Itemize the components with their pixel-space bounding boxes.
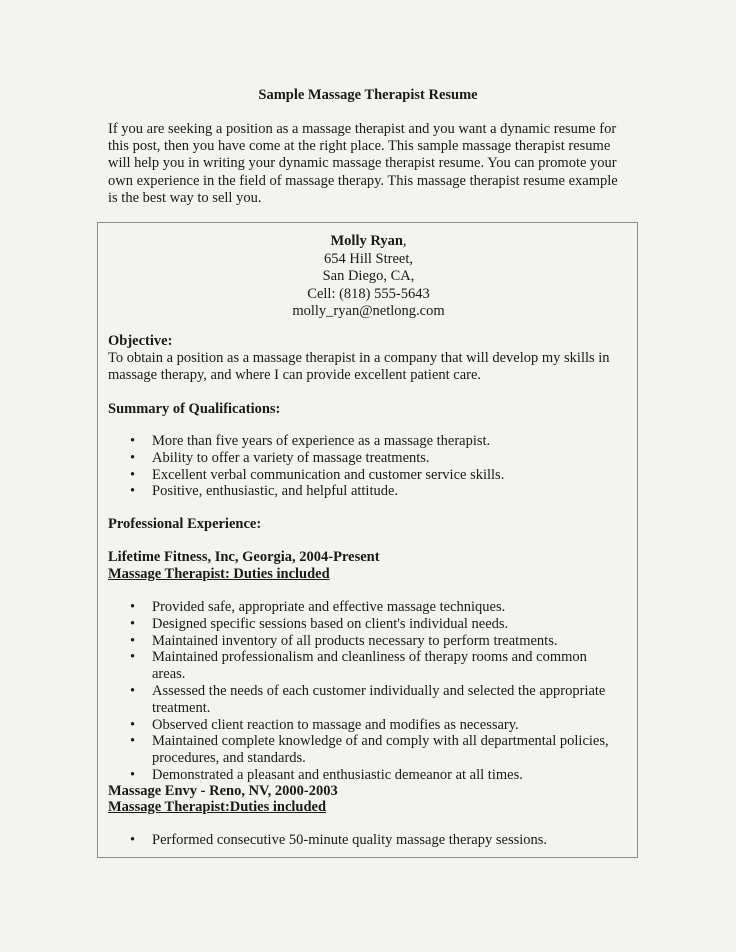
list-item-text: Excellent verbal communication and customer service skills. [152, 466, 505, 483]
list-item [98, 433, 612, 450]
job1-role: Massage Therapist: Duties included [108, 566, 330, 582]
bullet-icon: • [130, 766, 136, 783]
experience-heading: Professional Experience: [108, 516, 262, 532]
list-item [98, 832, 612, 849]
email-line: molly_ryan@netlong.com [292, 303, 445, 319]
list-item-text: Maintained inventory of all products necessary to perform treatments. [152, 632, 558, 649]
resume-box [97, 222, 638, 858]
list-item-text: Performed consecutive 50-minute quality massage therapy sessions. [152, 832, 548, 848]
name-suffix: , [402, 233, 407, 249]
bullet-icon: • [130, 682, 136, 699]
list-item [98, 616, 612, 633]
bullet-icon: • [130, 599, 136, 615]
qualifications-list [98, 433, 628, 500]
list-item-text: More than five years of experience as a massage therapist. [152, 433, 491, 449]
bullet-icon: • [130, 483, 136, 500]
bullet-icon: • [130, 466, 136, 483]
job2-role: Massage Therapist:Duties included [108, 799, 327, 815]
bullet-icon: • [130, 615, 136, 632]
job2-duties-list [98, 832, 628, 849]
list-item [98, 683, 612, 717]
bullet-icon: • [130, 632, 136, 649]
bullet-icon: • [130, 832, 136, 848]
list-item-text: Designed specific sessions based on client's individual needs. [152, 615, 509, 632]
job2-company: Massage Envy - Reno, NV, 2000-2003 [108, 783, 338, 799]
bullet-icon: • [130, 433, 136, 449]
list-item [98, 733, 612, 767]
name-line [98, 233, 639, 251]
list-item [98, 450, 612, 467]
list-item-text: Positive, enthusiastic, and helpful attitude. [152, 483, 399, 500]
contact-block [98, 233, 639, 321]
list-item [98, 717, 612, 734]
address-line-2: San Diego, CA, [322, 268, 415, 284]
list-item [98, 483, 612, 500]
job1-company: Lifetime Fitness, Inc, Georgia, 2004-Present [108, 549, 380, 565]
list-item [98, 467, 612, 484]
list-item [98, 599, 612, 616]
objective-heading: Objective: [108, 333, 173, 349]
intro-paragraph: If you are seeking a position as a massage therapist and you want a dynamic resume for this post, then you have come at the right place. This sample massage therapist resume will help you in writing your dynamic massage therapist resume. You can promote your own experience in the field of massage therapy. This massage therapist resume example is the best way to sell you. [108, 121, 618, 206]
list-item-text: Assessed the needs of each customer individually and selected the appropriate treatment. [152, 682, 606, 716]
list-item-text: Provided safe, appropriate and effective massage techniques. [152, 599, 506, 615]
candidate-name: Molly Ryan [330, 233, 403, 249]
objective-text: To obtain a position as a massage therapist in a company that will develop my skills in massage therapy, and where I can provide excellent patient care. [108, 350, 610, 383]
list-item-text: Demonstrated a pleasant and enthusiastic demeanor at all times. [152, 766, 523, 783]
list-item [98, 767, 612, 784]
list-item [98, 649, 612, 683]
list-item-text: Ability to offer a variety of massage treatments. [152, 449, 430, 466]
phone-line: Cell: (818) 555-5643 [307, 285, 430, 302]
address-line-1: 654 Hill Street, [323, 250, 413, 267]
bullet-icon: • [130, 716, 136, 733]
list-item-text: Observed client reaction to massage and modifies as necessary. [152, 716, 519, 733]
qualifications-heading: Summary of Qualifications: [108, 401, 281, 417]
list-item-text: Maintained professionalism and cleanliness of therapy rooms and common areas. [152, 649, 587, 683]
list-item-text: Maintained complete knowledge of and comply with all departmental policies, procedures, and standards. [152, 733, 609, 767]
bullet-icon: • [130, 649, 136, 666]
bullet-icon: • [130, 733, 136, 750]
document-title: Sample Massage Therapist Resume [258, 87, 478, 103]
bullet-icon: • [130, 449, 136, 466]
job1-duties-list [98, 599, 628, 784]
list-item [98, 633, 612, 650]
